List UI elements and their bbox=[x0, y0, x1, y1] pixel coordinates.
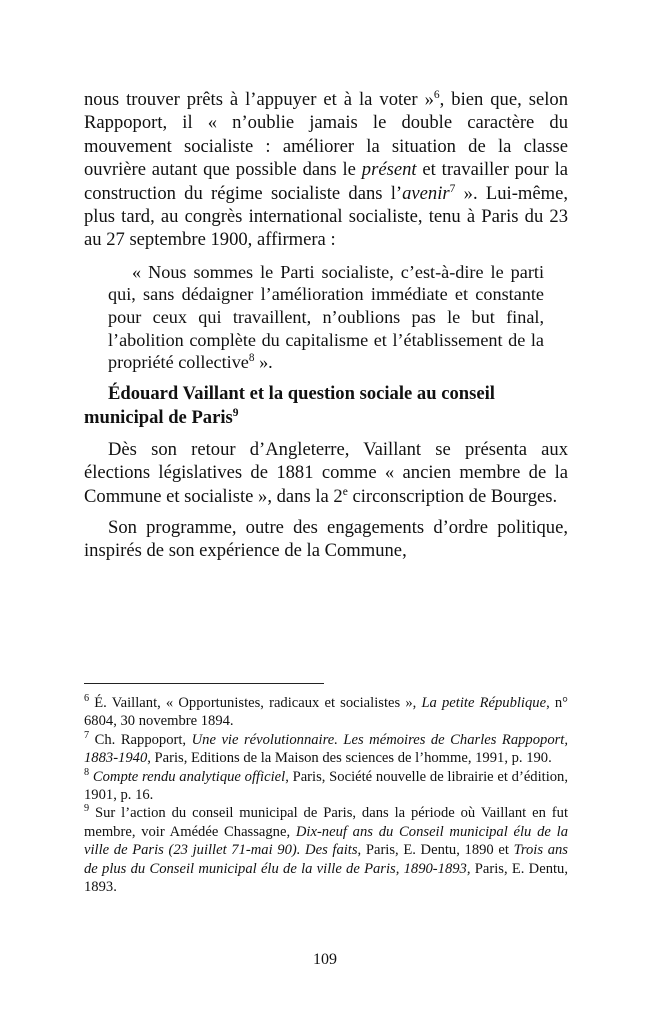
footnote-separator bbox=[84, 683, 324, 684]
emphasis-avenir: avenir bbox=[402, 182, 450, 204]
paragraph-1 bbox=[84, 88, 568, 252]
ordinal-superscript: e bbox=[342, 485, 348, 498]
footnote-7-text-a: Ch. Rappoport, bbox=[89, 731, 192, 748]
page-body bbox=[84, 88, 568, 563]
footnote-9-title-2: Trois ans de plus du Conseil municipal élu de la ville de Paris, 1890-1893 bbox=[84, 842, 568, 877]
footnote-8-title: Compte rendu analytique officiel bbox=[92, 768, 286, 785]
paragraph-2-text-b: circonscription de Bourges. bbox=[347, 485, 558, 507]
block-quote bbox=[108, 261, 544, 374]
section-heading bbox=[84, 382, 568, 430]
footnote-ref-9[interactable]: 9 bbox=[232, 406, 239, 419]
footnotes bbox=[84, 694, 568, 896]
paragraph-1-text-b: , bien que, selon Rappoport, il « n’oublie jamais le double caractère du mouvement socialiste : améliorer la situation de la classe ouvrière autant que possible dans le bbox=[84, 89, 568, 181]
page-number: 109 bbox=[313, 951, 337, 968]
footnote-9-text-a: Sur l’action du conseil municipal de Paris, dans la période où Vaillant en fut membre, voir Amédée Chassagne, bbox=[84, 805, 568, 840]
footnote-number-6: 6 bbox=[84, 693, 90, 705]
footnote-8-text-b: , Paris, Société nouvelle de librairie et d’édition, 1901, p. 16. bbox=[84, 768, 568, 804]
paragraph-2-text-a: Dès son retour d’Angleterre, Vaillant se présenta aux élections législatives de 1881 comme « ancien membre de la Commune et socialiste », dans la 2 bbox=[84, 438, 568, 507]
footnote-ref-7[interactable]: 7 bbox=[449, 182, 456, 195]
footnote-6 bbox=[84, 694, 568, 731]
footnote-9-text-b: , Paris, E. Dentu, 1890 et bbox=[357, 842, 514, 859]
paragraph-3: Son programme, outre des engagements d’ordre politique, inspirés de son expérience de la Commune, bbox=[84, 517, 568, 562]
footnote-7-text-b: , Paris, Editions de la Maison des sciences de l’homme, 1991, p. 190. bbox=[147, 750, 552, 767]
footnote-6-text-b: , n° 6804, 30 novembre 1894. bbox=[84, 695, 569, 730]
footnote-ref-8[interactable]: 8 bbox=[248, 352, 255, 365]
footnote-6-text-a: É. Vaillant, « Opportunistes, radicaux et socialistes », bbox=[89, 695, 422, 711]
paragraph-1-text-c: et travailler pour la construction du régime socialiste dans l’ bbox=[84, 159, 568, 204]
footnote-7 bbox=[84, 731, 568, 768]
footnote-9-title-1: Dix-neuf ans du Conseil municipal élu de la ville de Paris (23 juillet 71-mai 90). Des faits bbox=[84, 823, 568, 859]
footnote-8 bbox=[84, 768, 568, 805]
paragraph-1-text-d: ». Lui-même, plus tard, au congrès international socialiste, tenu à Paris du 23 au 27 septembre 1900, affirmera : bbox=[84, 182, 568, 251]
footnote-9-text-c: , Paris, E. Dentu, 1893. bbox=[84, 860, 568, 896]
block-quote-text-b: ». bbox=[254, 352, 273, 373]
footnote-ref-6[interactable]: 6 bbox=[433, 88, 440, 101]
paragraph-1-text-a: nous trouver prêts à l’appuyer et à la voter » bbox=[84, 89, 434, 110]
section-heading-text: Édouard Vaillant et la question sociale au conseil municipal de Paris bbox=[84, 382, 495, 428]
footnote-9 bbox=[84, 804, 568, 896]
block-quote-text-a: « Nous sommes le Parti socialiste, c’est-à-dire le parti qui, sans dédaigner l’amélioration immédiate et constante pour ceux qui travaillent, n’oublions pas le but final, l’abolition complète du capitalisme et l’établissement de la propriété collective bbox=[108, 261, 544, 373]
footnote-number-9: 9 bbox=[84, 803, 90, 815]
emphasis-present: présent bbox=[361, 159, 417, 181]
footnote-7-title: Une vie révolutionnaire. Les mémoires de Charles Rappoport, 1883-1940 bbox=[84, 731, 568, 767]
footnote-number-7: 7 bbox=[84, 729, 90, 741]
paragraph-2 bbox=[84, 438, 568, 508]
footnote-number-8: 8 bbox=[84, 766, 90, 778]
footnote-6-journal: La petite République bbox=[421, 695, 547, 711]
